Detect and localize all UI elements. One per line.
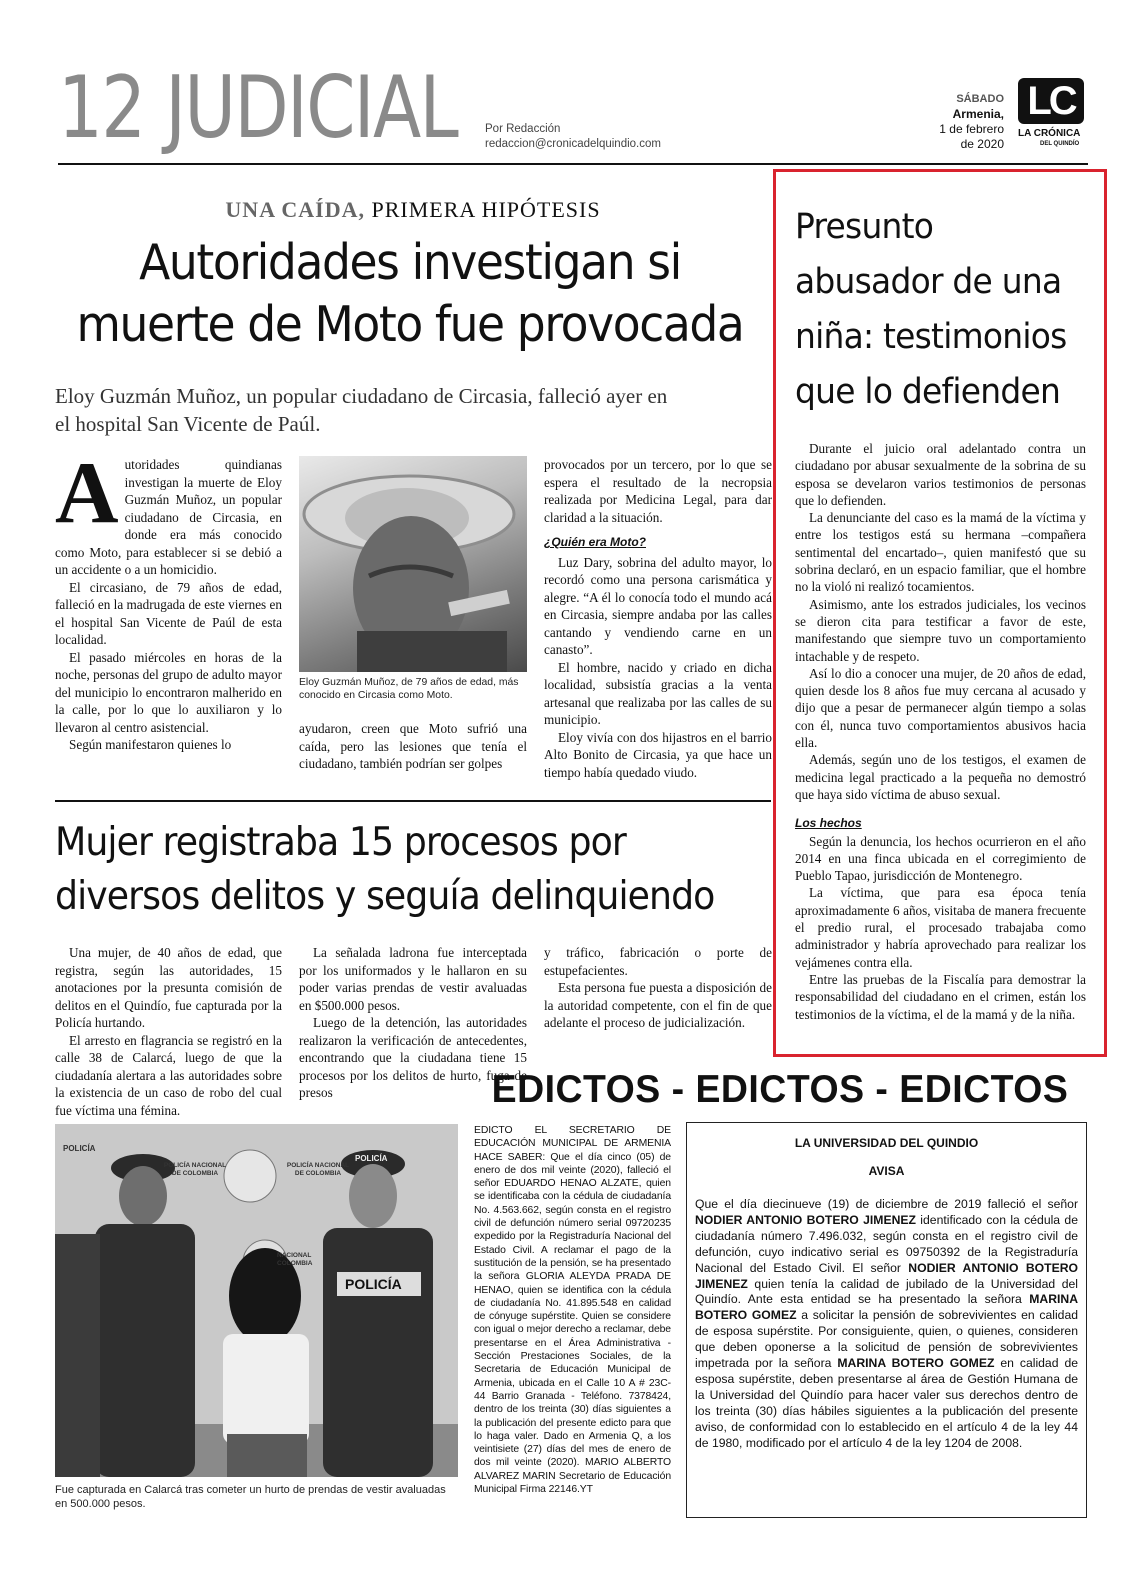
- col1-p4: Según manifestaron quienes lo: [69, 737, 232, 752]
- col3-p4: Eloy vivía con dos hijastros en el barrio Alto Bonito de Circasia, ya que hace un tiempo había quedado viudo.: [544, 729, 772, 780]
- col3-p2: Luz Dary, sobrina del adulto mayor, lo recordó como una persona carismática y alegre. “A él lo conocía todo el mundo acá en Circasia, siempre andaba por las calles cantando y vendiendo carne en un canasto”.: [544, 554, 772, 657]
- aviso-t3: quien tenía la calidad de jubilado de la Universidad del Quindío. Ante esta entidad se ha presentado la señora: [695, 1276, 1078, 1307]
- arrest-photo-caption: Fue capturada en Calarcá tras cometer un hurto de prendas de vestir avaluadas en 500.000 pesos.: [55, 1484, 446, 1510]
- article1-headline: [47, 232, 772, 356]
- aviso-t4: a solicitar la pensión de sobrevivientes en calidad de esposa supérstite. Por consiguiente, quien, o quienes, consideren que deben oponerse a la solicitud de pensión de sobrevivientes impetrada por la señora: [695, 1308, 1078, 1371]
- a2-p4: Así lo dio a conocer una mujer, de 20 años de edad, quien desde los 8 años fue muy cercana al acusado y dijo que a pesar de permanecer algún tiempo a solas con él, nunca tuvo comportamientos abusivos hacia ella.: [795, 665, 1086, 751]
- a3-headline-l1: Mujer registraba 15 procesos por: [55, 820, 626, 865]
- photo-text-banner-left: POLICÍA NACIONAL DE COLOMBIA: [163, 1162, 227, 1177]
- aviso-b1: NODIER ANTONIO BOTERO JIMENEZ: [695, 1212, 916, 1227]
- col1-p2: El circasiano, de 79 años de edad, falleció en la madrugada de este viernes en el hospital San Vicente de Paúl de esta localidad.: [55, 579, 282, 647]
- photo-text-left-badge: POLICÍA: [63, 1144, 96, 1153]
- logo-name: LA CRÓNICA: [1018, 128, 1081, 139]
- a2-p5: Además, según uno de los testigos, el examen de medicina legal practicado a la pequeña no demostró que haya sido víctima de abuso sexual.: [795, 752, 1086, 802]
- col3-p1: provocados por un tercero, por lo que se espera el resultado de la necropsia realizada por Medicina Legal, para dar claridad a la situación.: [544, 457, 772, 525]
- article3-col3: [544, 944, 772, 1032]
- a2-headline-l2: abusador de una: [795, 262, 1062, 302]
- article1-col2: [299, 720, 527, 773]
- a3-headline-l2: diversos delitos y seguía delinquiendo: [55, 874, 715, 919]
- byline: [485, 122, 661, 152]
- a3-c1-p1: Una mujer, de 40 años de edad, que registra, según las autoridades, 15 anotaciones por la presunta comisión de delitos en el Quindío, fue capturada por la Policía hurtando.: [55, 945, 282, 1030]
- photo-text-wall: NACIONAL COLOMBIA: [277, 1252, 313, 1267]
- byline-email[interactable]: redaccion@cronicadelquindio.com: [485, 138, 661, 150]
- dateline-city: Armenia,: [952, 107, 1004, 121]
- moto-photo-figure: [299, 456, 527, 672]
- header-rule: [58, 163, 1088, 165]
- a2-p7: La víctima, que para esa época tenía aproximadamente 6 años, visitaba de manera frecuente el predio rural, el procesado trabajaba como administrador y habría aprovechado para realizar los vejámenes contra ella.: [795, 885, 1086, 970]
- page-number: 12: [58, 58, 145, 158]
- headline-line-2: muerte de Moto fue provocada: [76, 296, 744, 353]
- a2-p2: La denunciante del caso es la mamá de la víctima y entre los testigos está su hermana –compañera sentimental del encartado–, quien manifestó que su sobrina declaró, en un espacio familiar, que el hombre no la violó ni realizó tocamientos.: [795, 510, 1086, 595]
- photo-text-vest: POLICÍA: [345, 1276, 402, 1292]
- article3-headline: [55, 816, 725, 924]
- article1-col3: [544, 456, 772, 781]
- a2-subheading: Los hechos: [795, 816, 862, 831]
- universidad-aviso-box: [686, 1122, 1087, 1518]
- col3-p3: El hombre, nacido y criado en dicha localidad, subsistía gracias a la venta artesanal que realizaba por las calles de su municipio.: [544, 659, 772, 727]
- a2-p8: Entre las pruebas de la Fiscalía para demostrar la responsabilidad del ciudadano en el crimen, están los testimonios de la víctima, el de la mamá y de la niña.: [795, 971, 1086, 1022]
- arrest-photo-scene: [55, 1124, 458, 1477]
- dropcap-paragraph: [55, 445, 282, 579]
- col2-p1: ayudaron, creen que Moto sufrió una caída, pero las lesiones que tenía el ciudadano, también podrían ser golpes: [299, 721, 527, 771]
- a2-headline-l1: Presunto: [795, 207, 934, 247]
- article1-col1: [55, 445, 282, 754]
- dateline-date-2: de 2020: [960, 137, 1004, 151]
- logo-mark: LC: [1018, 78, 1084, 124]
- dropcap: A: [55, 445, 119, 542]
- moto-photo: [299, 456, 527, 672]
- article2-headline: [795, 200, 1077, 420]
- edicto-educacion: EDICTO EL SECRETARIO DE EDUCACIÓN MUNICIPAL DE ARMENIA HACE SABER: Que el día cinco (05) de enero de dos mil veinte (2020), falleció el señor EDUARDO HENAO ALZATE, quien se identificaba con la cédula de ciudadanía No. 4.563.662, según consta en el registro civil de defunción número serial 09720235 expedido por la Registraduría Nacional del Estado Civil. A reclamar el pago de la sustitución de la pensión, se ha presentado la señora GLORIA ALEYDA PRADA DE HENAO, quien se identifica con la cédula de ciudadanía No. 41.895.548 en calidad de cónyuge supérstite. Quien se considere con igual o mejor derecho a reclamar, debe presentarse en el Área Administrativa - Sección Prestaciones Sociales, de la Secretaria de Educación Municipal de Armenia, ubicada en el Calle 10 A # 23C-44 Barrio Granada - Teléfono. 7378424, dentro de los treinta (30) días siguientes a la publicación del presente edicto para que lo haga valer. Dado en Armenia Q, a los veintisiete (27) días del mes de enero de dos mil veinte (2020). MARIO ALBERTO ALVAREZ MARIN Secretario de Educación Municipal Firma 22146.YT: [474, 1125, 671, 1496]
- dateline-date-1: 1 de febrero: [939, 122, 1004, 136]
- article2-body: [795, 440, 1086, 1023]
- col3-subheading: ¿Quién era Moto?: [544, 535, 646, 549]
- a3-c1-p2: El arresto en flagrancia se registró en la calle 38 de Calarcá, luego de que la ciudadanía alertara a las autoridades sobre la existencia de un caso de robo del cual fue víctima una fémina.: [55, 1032, 282, 1118]
- col1-drop-text: utoridades quindianas investigan la muerte de Eloy Guzmán Muñoz, un popular ciudadano de Circasia, en donde era más conocido como Moto, para establecer si se debió a un accidente o a un homicidio.: [55, 457, 282, 577]
- kicker-strong: UNA CAÍDA,: [225, 197, 365, 222]
- a2-p3: Asimismo, ante los estrados judiciales, los vecinos se dieron cita para testificar a favor de este, manifestando que siempre tuvo un comportamiento intachable y de respeto.: [795, 596, 1086, 664]
- kicker-rest: PRIMERA HIPÓTESIS: [364, 197, 601, 222]
- headline-line-1: Autoridades investigan si: [139, 234, 681, 291]
- lead-line-1: Eloy Guzmán Muñoz, un popular ciudadano de Circasia, falleció ayer en: [55, 384, 668, 408]
- a2-p1: Durante el juicio oral adelantado contra un ciudadano por abusar sexualmente de la sobrina de su esposa se develaron varios testimonios de personas que lo defienden.: [795, 441, 1086, 508]
- arrest-photo: [55, 1124, 458, 1477]
- moto-photo-caption: Eloy Guzmán Muñoz, de 79 años de edad, más conocido en Circasia como Moto.: [299, 677, 519, 701]
- dateline-day: SÁBADO: [956, 93, 1004, 105]
- aviso-title: LA UNIVERSIDAD DEL QUINDIO: [794, 1136, 979, 1150]
- aviso-subtitle: AVISA: [868, 1164, 905, 1178]
- article1-lead: [55, 382, 775, 438]
- aviso-b4: MARINA BOTERO GOMEZ: [837, 1356, 995, 1371]
- a3-c2-p2: Luego de la detención, las autoridades realizaron la verificación de antecedentes, encontrando que la ciudadana tiene 15 procesos por los delitos de hurto, fuga de presos: [299, 1015, 527, 1100]
- aviso-body: [695, 1197, 1078, 1452]
- photo-text-banner-right: POLICÍA NACIONAL DE COLOMBIA: [286, 1162, 350, 1177]
- a2-headline-l3: niña: testimonios: [795, 317, 1067, 357]
- aviso-t2: identificado con la cédula de ciudadanía número 7.496.032, según consta en el registro civil de defunción, cuyo indicativo serial es 09750392 de la Registraduría Nacional del Estado Civil. El señor: [695, 1212, 1078, 1275]
- article3-col1: [55, 944, 282, 1119]
- page-section-title: [58, 58, 457, 158]
- article1-kicker: [0, 196, 826, 224]
- logo-sub: DEL QUINDÍO: [1040, 141, 1080, 147]
- lead-line-2: el hospital San Vicente de Paúl.: [55, 412, 321, 436]
- a3-c3-p2: Esta persona fue puesta a disposición de la autoridad competente, con el fin de que adelante el proceso de judicialización.: [544, 980, 772, 1030]
- edictos-banner: EDICTOS - EDICTOS - EDICTOS: [491, 1068, 1069, 1111]
- a2-headline-l4: que lo defienden: [795, 372, 1061, 412]
- aviso-t1: Que el día diecinueve (19) de diciembre de 2019 falleció el señor: [695, 1197, 1078, 1211]
- article1-bottom-rule: [55, 800, 771, 802]
- a2-p6: Según la denuncia, los hechos ocurrieron en el año 2014 en una finca ubicada en el corregimiento de Pueblo Tapao, jurisdicción de Montenegro.: [795, 833, 1086, 884]
- aviso-b3: MARINA BOTERO GOMEZ: [695, 1292, 1078, 1323]
- section-name: JUDICIAL: [165, 58, 458, 158]
- aviso-b2: NODIER ANTONIO BOTERO JIMENEZ: [695, 1260, 1078, 1291]
- col1-p3: El pasado miércoles en horas de la noche, personas del grupo de adulto mayor del municipio lo encontraron malherido en la calle, por lo que lo auxiliaron y lo llevaron al centro asistencial.: [55, 649, 282, 735]
- a3-c3-p1: y tráfico, fabricación o porte de estupefacientes.: [544, 945, 772, 978]
- photo-text-helmet: POLICÍA: [355, 1154, 388, 1163]
- dateline: [939, 92, 1004, 152]
- byline-author: Por Redacción: [485, 123, 561, 135]
- newspaper-logo: [1018, 78, 1088, 154]
- aviso-t5: en calidad de esposa supérstite, deben presentarse al área de Gestión Humana de la Universidad del Quindío para hacer valer sus derechos dentro de los treinta (30) días hábiles siguientes a la publicación del presente aviso, de conformidad con lo establecido en el artículo 4 de la ley 44 de 1980, modificado por el artículo 4 de la ley 1204 de 2008.: [695, 1356, 1078, 1450]
- a3-c2-p1: La señalada ladrona fue interceptada por los uniformados y le hallaron en su poder varias prendas de vestir avaluadas en $500.000 pesos.: [299, 945, 527, 1013]
